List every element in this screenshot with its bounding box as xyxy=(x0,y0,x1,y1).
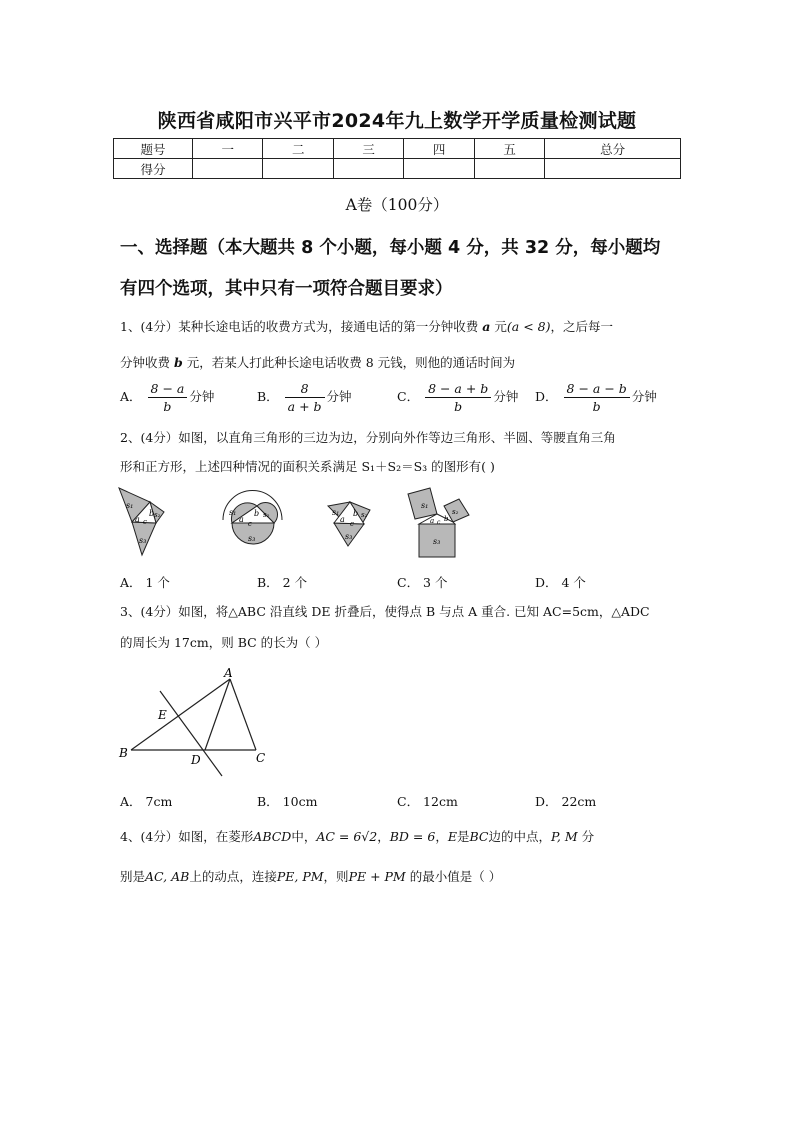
q4-math: BC xyxy=(469,829,489,844)
q4-math: BD = 6 xyxy=(389,829,436,844)
q4-math: AC, AB xyxy=(145,869,190,884)
label-s1: s₁ xyxy=(126,501,134,510)
label-b: b xyxy=(149,509,155,518)
q2-figure-equilateral xyxy=(119,488,164,555)
label-s2: s₂ xyxy=(361,511,368,519)
q4-text: 别是 xyxy=(120,869,146,884)
section-a-heading: A卷（100分） xyxy=(345,196,449,214)
label-a: a xyxy=(340,515,345,524)
score-table-header-row xyxy=(114,139,681,159)
option-letter: B． xyxy=(257,389,279,404)
option-unit: 分钟 xyxy=(189,389,215,404)
q2-option-b[interactable]: B． 2 个 xyxy=(257,575,308,590)
q1-option-a[interactable] xyxy=(120,380,214,415)
score-input-cell[interactable] xyxy=(404,159,474,179)
label-s2: s₂ xyxy=(263,511,270,519)
option-unit: 分钟 xyxy=(631,389,657,404)
fraction: $\frac{8 - a - b}{b}$ xyxy=(564,380,630,415)
q3-option-d[interactable]: D． 22cm xyxy=(535,794,597,809)
score-table xyxy=(113,138,681,179)
label-b: b xyxy=(353,509,359,518)
q2-figures xyxy=(112,486,492,562)
label-A: A xyxy=(224,666,233,680)
q1-condition: (a < 8) xyxy=(506,319,551,334)
option-letter: A． xyxy=(120,389,142,404)
table-cell: 二 xyxy=(263,139,333,159)
q4-text: 上的动点，连接 xyxy=(189,869,277,884)
fraction: $\frac{8 - a}{b}$ xyxy=(148,380,188,415)
q4-text: 边的中点， xyxy=(488,829,551,844)
question-1-line1 xyxy=(120,318,613,336)
label-B: B xyxy=(119,746,128,760)
q4-text: 中， xyxy=(291,829,317,844)
section-heading-line1: 一、选择题（本大题共 8 个小题，每小题 4 分，共 32 分，每小题均 xyxy=(120,238,661,258)
label-s1: s₁ xyxy=(229,508,237,517)
q3-figure xyxy=(112,664,282,780)
q3-option-b[interactable]: B． 10cm xyxy=(257,794,318,809)
fraction: $\frac{8 - a + b}{b}$ xyxy=(425,380,491,415)
label-c: c xyxy=(143,518,147,526)
q1-option-d[interactable] xyxy=(535,380,657,415)
question-2-line2: 形和正方形，上述四种情况的面积关系满足 S₁＋S₂＝S₃ 的图形有( ) xyxy=(120,459,495,474)
label-s1: s₁ xyxy=(421,501,429,510)
label-E: E xyxy=(158,708,167,722)
question-4-line2 xyxy=(120,868,501,886)
q2-option-c[interactable]: C． 3 个 xyxy=(397,575,448,590)
option-unit: 分钟 xyxy=(326,389,352,404)
q4-math: P, M xyxy=(551,829,578,844)
q4-text: ， xyxy=(435,829,448,844)
question-3-line1: 3、(4分）如图，将△ABC 沿直线 DE 折叠后，使得点 B 与点 A 重合. 已知 AC=5cm，△ADC xyxy=(120,604,650,619)
q4-math: PE, PM xyxy=(276,869,324,884)
q3-option-c[interactable]: C． 12cm xyxy=(397,794,458,809)
q1-var-a: a xyxy=(482,319,491,334)
label-a: a xyxy=(135,515,140,524)
label-D: D xyxy=(191,753,201,767)
label-s3: s₃ xyxy=(345,532,353,541)
score-input-cell[interactable] xyxy=(333,159,403,179)
label-a: a xyxy=(430,517,435,525)
table-cell: 四 xyxy=(404,139,474,159)
question-4-line1 xyxy=(120,828,594,846)
label-c: c xyxy=(437,519,441,526)
q1-text: 分钟收费 xyxy=(120,355,171,370)
table-cell: 题号 xyxy=(114,139,193,159)
label-b: b xyxy=(254,509,260,518)
q4-math: AC = 6√2 xyxy=(316,829,378,844)
q4-math: ABCD xyxy=(253,829,292,844)
q1-text: ，之后每一 xyxy=(550,319,613,334)
table-cell: 五 xyxy=(474,139,544,159)
fraction: $\frac{8}{a + b}$ xyxy=(285,380,325,415)
q2-option-d[interactable]: D． 4 个 xyxy=(535,575,586,590)
table-cell: 得分 xyxy=(114,159,193,179)
table-cell: 总分 xyxy=(545,139,681,159)
q4-text: 分 xyxy=(581,829,595,844)
q1-option-b[interactable] xyxy=(257,380,352,415)
page-title: 陕西省咸阳市兴平市2024年九上数学开学质量检测试题 xyxy=(157,110,637,132)
question-3-line2: 的周长为 17cm，则 BC 的长为（ ） xyxy=(120,635,328,650)
score-table-score-row xyxy=(114,159,681,179)
q1-text: 1、(4分）某种长途电话的收费方式为，接通电话的第一分钟收费 xyxy=(120,319,479,334)
table-cell: 一 xyxy=(193,139,263,159)
q1-unit: 元 xyxy=(494,319,507,334)
q4-text: 是 xyxy=(456,829,470,844)
q4-text: 的最小值是（ ） xyxy=(409,869,502,884)
option-unit: 分钟 xyxy=(493,389,519,404)
label-s3: s₃ xyxy=(248,534,256,543)
q2-option-a[interactable]: A． 1 个 xyxy=(120,575,170,590)
label-b: b xyxy=(444,515,449,523)
label-s2: s₂ xyxy=(452,508,459,516)
q1-option-c[interactable] xyxy=(397,380,518,415)
score-input-cell[interactable] xyxy=(193,159,263,179)
table-cell: 三 xyxy=(333,139,403,159)
q4-math: E xyxy=(447,829,457,844)
label-s3: s₃ xyxy=(139,536,147,545)
q4-math: PE + PM xyxy=(348,869,406,884)
option-letter: D． xyxy=(535,389,558,404)
q4-text: ，则 xyxy=(323,869,349,884)
label-c: c xyxy=(248,520,252,528)
section-heading-line2: 有四个选项，其中只有一项符合题目要求） xyxy=(120,279,453,299)
option-letter: C． xyxy=(397,389,420,404)
q1-var-b: b xyxy=(174,355,183,370)
q1-text: 元，若某人打此种长途电话收费 8 元钱，则他的通话时间为 xyxy=(186,355,516,370)
q4-text: ， xyxy=(377,829,390,844)
score-input-cell[interactable] xyxy=(263,159,333,179)
q2-figure-square xyxy=(408,488,469,557)
label-C: C xyxy=(256,751,266,765)
score-input-cell[interactable] xyxy=(474,159,544,179)
q4-text: 4、(4分）如图，在菱形 xyxy=(120,829,254,844)
label-s2: s₂ xyxy=(154,511,161,519)
q3-option-a[interactable]: A． 7cm xyxy=(120,794,173,809)
label-c: c xyxy=(350,520,354,528)
question-1-line2 xyxy=(120,354,515,372)
label-s3: s₃ xyxy=(433,537,441,546)
score-input-cell[interactable] xyxy=(545,159,681,179)
label-a: a xyxy=(239,515,244,524)
q2-figure-isosceles-right xyxy=(328,502,370,546)
label-s1: s₁ xyxy=(332,508,340,517)
question-2-line1: 2、(4分）如图，以直角三角形的三边为边，分别向外作等边三角形、半圆、等腰直角三角 xyxy=(120,430,616,445)
q2-figure-semicircle xyxy=(223,491,282,545)
